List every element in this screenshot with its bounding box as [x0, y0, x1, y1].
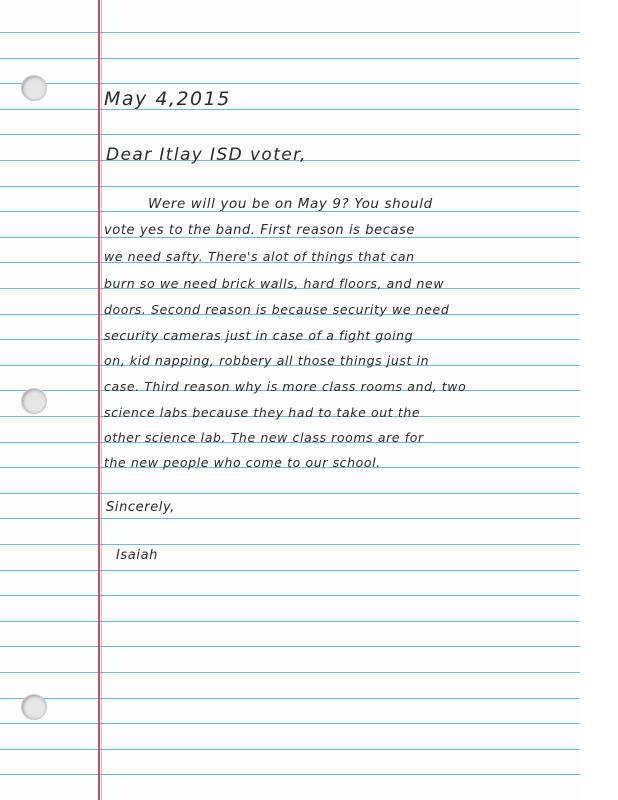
letter-signature: Isaiah	[116, 548, 158, 563]
body-line: the new people who come to our school.	[104, 455, 381, 470]
paper-edge	[580, 0, 618, 800]
ruled-line	[0, 621, 580, 622]
margin-line-shadow	[101, 0, 102, 800]
ruled-line	[0, 109, 580, 110]
body-line: other science lab. The new class rooms are for	[104, 430, 424, 445]
body-line: we need safty. There's alot of things that can	[104, 249, 415, 264]
body-line: security cameras just in case of a fight going	[104, 328, 414, 343]
ruled-line	[0, 698, 580, 699]
ruled-line	[0, 544, 580, 545]
body-line: vote yes to the band. First reason is becase	[104, 223, 415, 238]
letter-date: May 4,2015	[104, 88, 231, 110]
ruled-line	[0, 749, 580, 750]
body-line: Were will you be on May 9? You should	[148, 196, 433, 212]
ruled-line	[0, 493, 580, 494]
ruled-line	[0, 672, 580, 673]
punch-hole-middle	[21, 388, 47, 414]
punch-hole-top	[21, 75, 47, 101]
ruled-line	[0, 83, 580, 84]
ruled-line	[0, 186, 580, 187]
ruled-line	[0, 134, 580, 135]
body-line: doors. Second reason is because security we need	[104, 302, 450, 317]
punch-hole-bottom	[21, 694, 47, 720]
ruled-line	[0, 518, 580, 519]
body-line: on, kid napping, robbery all those things just in	[104, 353, 430, 368]
ruled-line	[0, 774, 580, 775]
ruled-line	[0, 646, 580, 647]
ruled-line	[0, 723, 580, 724]
ruled-line	[0, 58, 580, 59]
body-line: case. Third reason why is more class rooms and, two	[104, 379, 467, 394]
letter-closing: Sincerely,	[106, 500, 176, 515]
ruled-line	[0, 595, 580, 596]
ruled-line	[0, 570, 580, 571]
margin-line	[98, 0, 100, 800]
ruled-line	[0, 32, 580, 33]
body-line: burn so we need brick walls, hard floors, and new	[104, 276, 445, 291]
letter-greeting: Dear Itlay ISD voter,	[106, 145, 307, 165]
body-line: science labs because they had to take out the	[104, 405, 421, 420]
